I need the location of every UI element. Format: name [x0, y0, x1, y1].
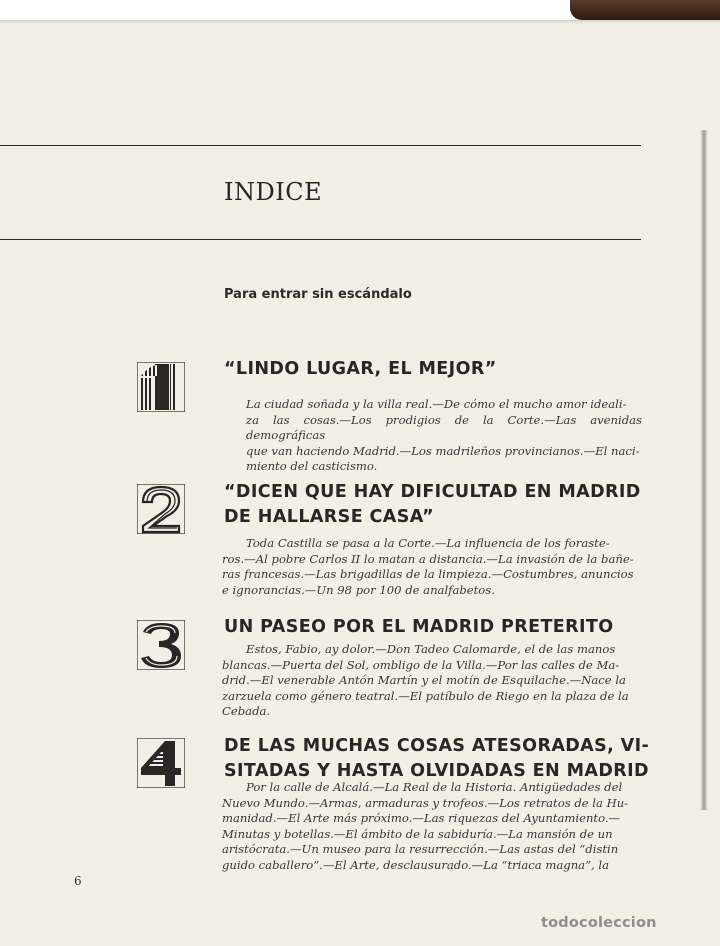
page-title: INDICE: [224, 178, 323, 206]
summary-line: Nuevo Mundo.—Armas, armaduras y trofeos.—Los retratos de la Hu-: [222, 795, 629, 810]
chapter-2-numeral: [137, 484, 185, 532]
chapter-3-title-line: UN PASEO POR EL MADRID PRETERITO: [224, 617, 614, 637]
summary-line: miento del casticismo.: [246, 459, 378, 474]
chapter-1-numeral: [137, 362, 185, 410]
chapter-1-title-line: “LINDO LUGAR, EL MEJOR”: [224, 359, 497, 379]
summary-line: zarzuela como género teatral.—El patíbulo de Riego en la plaza de la: [222, 688, 629, 703]
chapter-3-summary: [222, 642, 642, 720]
chapter-3-title: [224, 615, 614, 640]
summary-line: drid.—El venerable Antón Martín y el motín de Esquilache.—Nace la: [222, 673, 626, 688]
intro-heading: Para entrar sin escándalo: [224, 287, 412, 302]
chapter-1-title: [224, 357, 497, 382]
chapter-2-title-line: DE HALLARSE CASA”: [224, 507, 434, 527]
chapter-4-title: [224, 734, 649, 784]
page-shadow: [0, 20, 720, 24]
chapter-2-title: [224, 480, 641, 530]
page-number: 6: [74, 874, 82, 888]
summary-line: que van haciendo Madrid.—Los madrileños provincianos.—El naci-: [246, 443, 640, 458]
summary-line: La ciudad soñada y la villa real.—De cómo el mucho amor ideali-: [246, 397, 627, 411]
chapter-2-summary: [222, 536, 642, 598]
chapter-4-title-line: SITADAS Y HASTA OLVIDADAS EN MADRID: [224, 761, 649, 781]
summary-line: Estos, Fabio, ay dolor.—Don Tadeo Calomarde, el de las manos: [246, 642, 616, 656]
summary-line: Minutas y botellas.—El ámbito de la sabiduría.—La mansión de un: [222, 826, 613, 841]
summary-line: ros.—Al pobre Carlos II lo matan a distancia.—La invasión de la bañe-: [222, 551, 634, 566]
header-rule-bottom: [0, 239, 641, 240]
summary-line: za las cosas.—Los prodigios de la Corte.—Las avenidas demográficas: [246, 412, 642, 443]
chapter-4-summary: [222, 780, 642, 874]
chapter-1-summary: [246, 397, 642, 475]
chapter-4-numeral: [137, 738, 185, 786]
chapter-4-title-line: DE LAS MUCHAS COSAS ATESORADAS, VI-: [224, 736, 650, 756]
page-gutter-shadow: [700, 130, 708, 810]
summary-line: Por la calle de Alcalá.—La Real de la Historia. Antigüedades del: [246, 780, 623, 794]
summary-line: ras francesas.—Las brigadillas de la limpieza.—Costumbres, anuncios: [222, 567, 634, 582]
header-rule-top: [0, 145, 641, 146]
summary-line: e ignorancias.—Un 98 por 100 de analfabetos.: [222, 582, 495, 597]
chapter-3-numeral: [137, 620, 185, 668]
summary-line: blancas.—Puerta del Sol, ombligo de la Villa.—Por las calles de Ma-: [222, 657, 620, 672]
summary-line: manidad.—El Arte más próximo.—Las riquezas del Ayuntamiento.—: [222, 811, 621, 826]
binding-corner: [570, 0, 720, 20]
summary-line: guido caballero”.—El Arte, desclausurado.—La “triaca magna”, la: [222, 857, 610, 872]
watermark-text: todocoleccion: [541, 915, 657, 931]
chapter-2-title-line: “DICEN QUE HAY DIFICULTAD EN MADRID: [224, 482, 641, 502]
summary-line: Toda Castilla se pasa a la Corte.—La influencia de los foraste-: [246, 536, 610, 550]
watermark: [541, 915, 711, 937]
summary-line: Cebada.: [222, 704, 271, 719]
summary-line: aristócrata.—Un museo para la resurrección.—Las astas del “distin: [222, 842, 619, 857]
